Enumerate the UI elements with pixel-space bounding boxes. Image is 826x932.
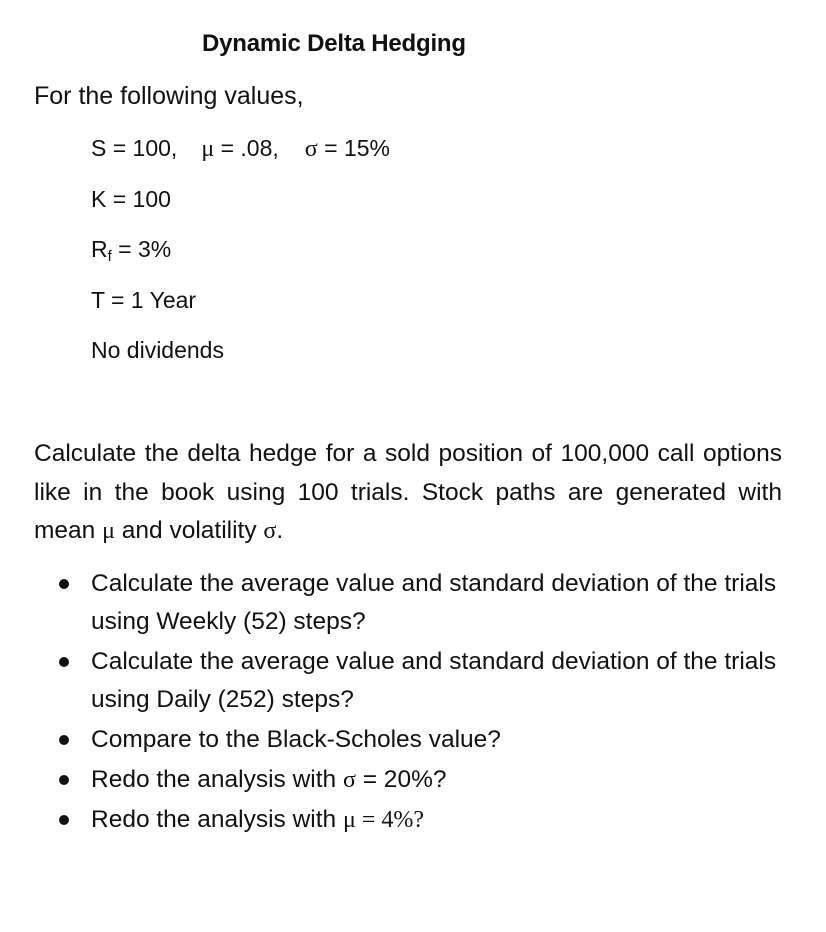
mu-symbol: μ [102,518,115,544]
document-title: Dynamic Delta Hedging [202,30,466,57]
sigma-symbol: σ [342,767,356,793]
list-item [56,643,782,719]
param-t: T = 1 Year [91,286,197,313]
param-rf-value: = 3% [111,236,172,262]
mu-symbol: μ [342,807,356,833]
sigma-symbol: σ [304,136,318,162]
bullet-icon [59,775,69,785]
sigma-symbol: σ [263,518,277,544]
parameter-list [91,133,390,386]
bullet-icon [59,815,69,825]
param-sigma-value: = 15% [317,135,390,161]
param-mu-value: = .08, [214,135,279,161]
paragraph-text-end: . [276,517,284,544]
list-item-text: Compare to the Black-Scholes value? [91,726,501,753]
bullet-icon [59,657,69,667]
list-item-text-after: = 4%? [355,807,425,833]
intro-text: For the following values, [34,82,304,110]
list-item [56,565,782,641]
param-k: K = 100 [91,185,171,212]
list-item [56,801,782,839]
list-item [56,761,782,799]
bullet-icon [59,579,69,589]
param-s: S = 100, [91,135,178,161]
list-item-text-after: = 20%? [355,766,447,793]
list-item [56,721,782,759]
param-line-s-mu-sigma [91,133,390,184]
task-paragraph [34,435,782,551]
mu-symbol: μ [201,136,215,162]
question-list [56,565,782,841]
list-item-text: Calculate the average value and standard deviation of the trials using Daily (252) steps? [91,648,777,713]
paragraph-text-before: Calculate the delta hedge for a sold position of 100,000 call options like in the book using 100 trials. Stock paths are generated with mean [34,440,782,544]
param-dividends: No dividends [91,337,224,363]
param-rf-base: R [91,236,108,262]
bullet-icon [59,735,69,745]
param-rf-sub: f [107,248,112,265]
list-item-text-before: Redo the analysis with [91,766,343,793]
paragraph-text-between: and volatility [114,517,264,544]
list-item-text: Calculate the average value and standard deviation of the trials using Weekly (52) steps? [91,570,777,635]
param-rf [91,234,390,285]
list-item-text-before: Redo the analysis with [91,806,343,833]
